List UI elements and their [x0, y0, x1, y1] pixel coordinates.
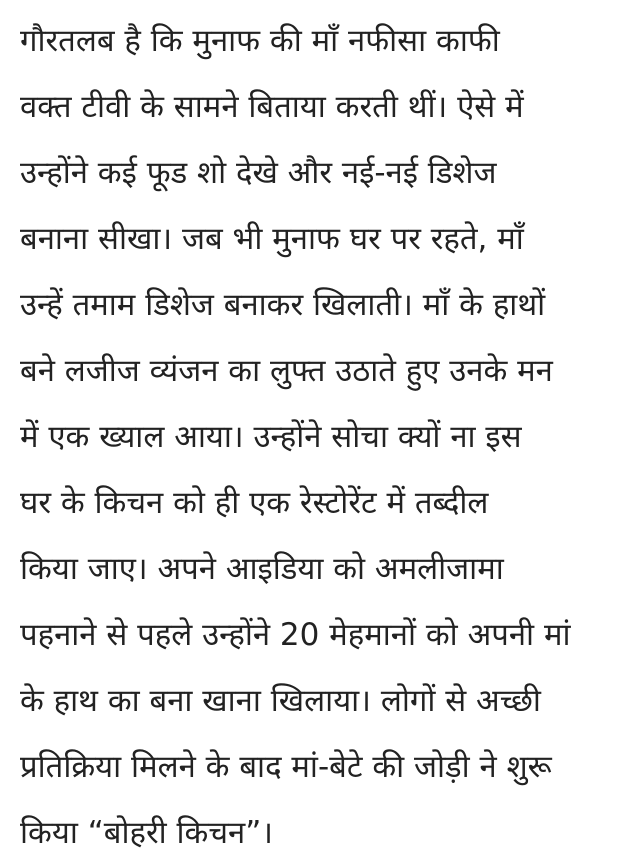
article-line: बने लजीज व्यंजन का लुफ्त उठाते हुए उनके मन: [20, 353, 553, 389]
article-line: पहनाने से पहले उन्होंने 20 मेहमानों को अपनी मां: [20, 617, 571, 653]
article-line: किया “बोहरी किचन”।: [20, 815, 274, 851]
article-line: उन्होंने कई फूड शो देखे और नई-नई डिशेज: [20, 155, 497, 191]
article-line: घर के किचन को ही एक रेस्टोरेंट में तब्दील: [20, 485, 489, 521]
article-line: के हाथ का बना खाना खिलाया। लोगों से अच्छी: [20, 683, 541, 719]
article-line: बनाना सीखा। जब भी मुनाफ घर पर रहते, माँ: [20, 221, 524, 257]
article-line: वक्त टीवी के सामने बिताया करती थीं। ऐसे में: [20, 89, 524, 125]
article-line: में एक ख्याल आया। उन्होंने सोचा क्यों ना इस: [20, 419, 522, 455]
article-line: गौरतलब है कि मुनाफ की माँ नफीसा काफी: [20, 23, 500, 59]
article-line: प्रतिक्रिया मिलने के बाद मां-बेटे की जोड़ी ने शुरू: [20, 749, 552, 785]
article-line: किया जाए। अपने आइडिया को अमलीजामा: [20, 551, 504, 587]
article-line: उन्हें तमाम डिशेज बनाकर खिलाती। माँ के हाथों: [20, 287, 546, 323]
